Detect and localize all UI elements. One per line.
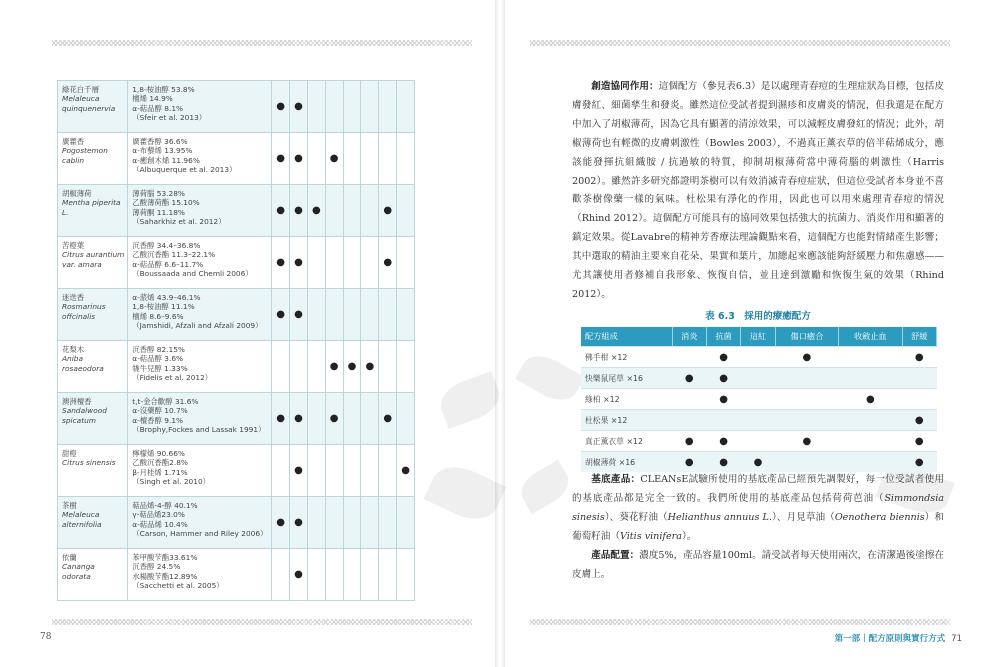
formula-mark-cell: ●	[672, 452, 706, 473]
herb-composition-cell	[128, 497, 272, 549]
property-mark-cell	[307, 289, 325, 341]
property-mark-cell	[307, 81, 325, 133]
property-mark-cell	[325, 497, 343, 549]
herb-chinese-name: 廣藿香	[62, 137, 85, 146]
property-mark-cell: ●	[379, 185, 397, 237]
essential-oil-table	[57, 80, 415, 601]
synergy-paragraph: 這個配方（參見表6.3）是以處理青春痘的生理症狀為目標，包括皮膚發紅、細菌孳生和發炎。雖然這位受試者提到濕疹和皮膚炎的情況，但我還是在配方中加入了胡椒薄荷，因為它具有顯著的清涼效果，可以減輕皮膚發紅的情況；此外，胡椒薄荷也有輕微的皮膚刺激性（Bowles 2003），不過真正薰衣草的倍半萜烯成分，應該能發揮抗組織胺 / 抗過敏的特質，抑制胡椒薄荷當中薄荷腦的刺激性（Harris 2002）。雖然許多研究都證明茶樹可以有效消滅青春痘症狀，但這位受試者本身並不喜歡茶樹像藥一樣的氣味。杜松果有淨化的作用，因此也可以用來處理青春痘的情況（Rhind 2012）。這個配方可能具有的協同效果包括強大的抗菌力、消炎作用和顯著的鎮定效果。從Lavabre的精神芳香療法理論觀點來看，這個配方也能對情緒產生影響；其中選取的精油主要來自花朵、果實和葉片，加總起來應該能夠舒緩壓力和焦慮感——尤其讓使用者修補自我形象、恢復自信，並且達到激勵和恢復生氣的效果（Rhind 2012）。	[572, 81, 944, 300]
composition-line: （Carson, Hammer and Riley 2006）	[132, 529, 268, 539]
paragraph-text: ）和葡萄籽油（	[572, 512, 945, 542]
property-mark-cell	[307, 133, 325, 185]
composition-line: 水楊酸苄酯12.89%	[132, 571, 198, 581]
formula-oil-name: 杜松果 ×12	[581, 410, 672, 431]
paragraph-text: CLEANsE試驗所使用的基底產品已經預先調製好，每一位受試者使用的基底產品都是完全一致的。我們所使用的基底產品包括荷荷芭油（	[572, 474, 944, 504]
property-mark-cell: ●	[272, 393, 290, 445]
formula-mark-cell: ●	[902, 410, 936, 431]
herb-name-cell	[58, 81, 128, 133]
composition-line: 乙酸沉香酯 11.3–22.1%	[132, 250, 216, 260]
property-mark-cell	[361, 393, 379, 445]
herb-name-cell	[58, 133, 128, 185]
formula-mark-cell	[706, 410, 740, 431]
formula-column-header: 這紅	[741, 327, 775, 347]
base-product-lead: 基底產品：	[591, 474, 641, 485]
formula-mark-cell	[839, 368, 902, 389]
formula-mark-cell	[672, 347, 706, 368]
property-mark-cell: ●	[290, 497, 308, 549]
herb-name-cell	[58, 341, 128, 393]
herb-row	[58, 289, 415, 341]
formula-mark-cell	[775, 368, 838, 389]
synergy-lead: 創造協同作用：	[591, 81, 659, 92]
composition-line: （Albuquerque et al. 2013）	[132, 165, 237, 175]
herb-composition-cell	[128, 81, 272, 133]
property-mark-cell	[379, 549, 397, 601]
herb-name-cell	[58, 237, 128, 289]
formula-mark-cell	[839, 452, 902, 473]
property-mark-cell	[343, 289, 361, 341]
property-mark-cell	[307, 393, 325, 445]
property-mark-cell	[343, 237, 361, 289]
composition-line: γ-萜品烯23.0%	[132, 510, 185, 520]
property-mark-cell: ●	[325, 341, 343, 393]
property-mark-cell: ●	[290, 393, 308, 445]
composition-line: α-萜品醇 8.1%	[132, 103, 184, 113]
property-mark-cell: ●	[290, 185, 308, 237]
property-mark-cell	[343, 549, 361, 601]
herb-latin-name: L.	[62, 207, 69, 217]
property-mark-cell	[397, 393, 415, 445]
composition-line: （Fidelis et al. 2012）	[132, 373, 213, 383]
herb-chinese-name: 花梨木	[62, 345, 85, 354]
property-mark-cell	[272, 445, 290, 497]
formula-mark-cell: ●	[839, 389, 902, 410]
property-mark-cell	[397, 289, 415, 341]
herb-latin-name: var. amara	[62, 259, 102, 269]
property-mark-cell	[397, 341, 415, 393]
property-mark-cell	[361, 549, 379, 601]
property-mark-cell: ●	[272, 81, 290, 133]
formula-column-header: 傷口癒合	[775, 327, 838, 347]
paragraph-text: ）。	[681, 531, 697, 542]
composition-line: （Saharkhiz et al. 2012）	[132, 217, 226, 227]
property-mark-cell	[397, 185, 415, 237]
herb-composition-cell	[128, 445, 272, 497]
formula-mark-cell: ●	[902, 431, 936, 452]
composition-line: 苯甲酸苄酯33.61%	[132, 553, 198, 562]
body-text	[572, 78, 944, 305]
composition-line: 萜品烯-4-醇 40.1%	[132, 501, 198, 510]
composition-line: α-萜品醇 6.6–11.7%	[132, 259, 204, 269]
latin-name: Vitis vinifera	[619, 531, 682, 542]
property-mark-cell	[343, 393, 361, 445]
composition-line: 檀烯 8.6–9.6%	[132, 311, 184, 321]
composition-line: α-萜品醇 3.6%	[132, 354, 184, 364]
product-config-lead: 產品配置：	[591, 550, 640, 561]
property-mark-cell	[397, 497, 415, 549]
composition-line: α-蒎烯 43.9–46.1%	[132, 293, 201, 302]
formula-mark-cell	[741, 431, 775, 452]
formula-oil-name: 真正薰衣草 ×12	[581, 431, 672, 452]
property-mark-cell	[307, 341, 325, 393]
formula-mark-cell	[839, 431, 902, 452]
herb-latin-name: Aniba	[62, 354, 84, 364]
decorative-border-bottom-left	[52, 619, 472, 625]
latin-name: Oenothera biennis	[834, 512, 925, 523]
herb-chinese-name: 綠花白千層	[62, 85, 99, 94]
property-mark-cell	[307, 237, 325, 289]
property-mark-cell	[343, 81, 361, 133]
herb-latin-name: Mentha piperita	[62, 198, 121, 208]
composition-line: α-萜品烯 10.4%	[132, 519, 188, 529]
property-mark-cell: ●	[290, 81, 308, 133]
herb-latin-name: Citrus aurantium	[62, 250, 125, 260]
property-mark-cell	[397, 549, 415, 601]
herb-chinese-name: 茶樹	[62, 501, 77, 510]
composition-line: 沉香醇 34.4–36.8%	[132, 241, 201, 250]
herb-chinese-name: 苦橙葉	[62, 241, 85, 250]
herb-latin-name: Melaleuca	[62, 94, 100, 104]
herb-name-cell	[58, 185, 128, 237]
herb-latin-name: quinquenervia	[62, 103, 116, 113]
formula-oil-name: 快樂鼠尾草 ×16	[581, 368, 672, 389]
composition-line: α-沒藥醇 10.7%	[132, 406, 188, 416]
formula-mark-cell: ●	[775, 431, 838, 452]
formula-row	[581, 410, 937, 431]
formula-mark-cell	[741, 410, 775, 431]
herb-composition-cell	[128, 185, 272, 237]
decorative-border-top-left	[52, 40, 472, 46]
composition-line: α-布藜烯 13.95%	[132, 146, 193, 156]
composition-line: （Jamshidi, Afzali and Afzali 2009）	[132, 321, 263, 331]
property-mark-cell	[307, 497, 325, 549]
formula-mark-cell	[902, 368, 936, 389]
property-mark-cell: ●	[290, 237, 308, 289]
formula-mark-cell: ●	[706, 368, 740, 389]
formula-oil-name: 綠柏 ×12	[581, 389, 672, 410]
formula-mark-cell	[741, 389, 775, 410]
property-mark-cell	[379, 497, 397, 549]
formula-mark-cell: ●	[741, 452, 775, 473]
herb-latin-name: alternifolia	[62, 519, 102, 529]
property-mark-cell	[361, 133, 379, 185]
property-mark-cell	[397, 81, 415, 133]
herb-row	[58, 81, 415, 133]
property-mark-cell: ●	[290, 289, 308, 341]
property-mark-cell	[397, 133, 415, 185]
herb-latin-name: Melaleuca	[62, 510, 100, 520]
herb-latin-name: Cananga	[62, 562, 95, 572]
formula-mark-cell	[741, 368, 775, 389]
property-mark-cell	[361, 237, 379, 289]
property-mark-cell	[343, 133, 361, 185]
herb-latin-name: rosaeodora	[62, 363, 104, 373]
herb-row	[58, 393, 415, 445]
property-mark-cell	[325, 81, 343, 133]
herb-row	[58, 341, 415, 393]
formula-mark-cell: ●	[706, 452, 740, 473]
property-mark-cell	[325, 289, 343, 341]
formula-mark-cell	[672, 389, 706, 410]
property-mark-cell: ●	[290, 133, 308, 185]
property-mark-cell	[361, 81, 379, 133]
composition-line: α-癒創木烯 11.96%	[132, 155, 200, 165]
footer-section-title: 第一部｜配方原則與實行方式	[834, 634, 946, 644]
formula-mark-cell	[672, 410, 706, 431]
formula-mark-cell: ●	[706, 431, 740, 452]
herb-latin-name: odorata	[62, 571, 91, 581]
formula-mark-cell: ●	[706, 347, 740, 368]
composition-line: α-檀香醇 9.1%	[132, 415, 184, 425]
property-mark-cell: ●	[272, 133, 290, 185]
composition-line: （Brophy,Fockes and Lassak 1991）	[132, 425, 266, 435]
herb-row	[58, 445, 415, 497]
property-mark-cell: ●	[379, 393, 397, 445]
composition-line: 沉香醇 24.5%	[132, 562, 181, 572]
property-mark-cell	[343, 445, 361, 497]
property-mark-cell	[361, 185, 379, 237]
decorative-border-top-right	[530, 40, 950, 46]
property-mark-cell: ●	[290, 445, 308, 497]
herb-latin-name: Rosmarinus	[62, 302, 106, 312]
property-mark-cell	[379, 133, 397, 185]
property-mark-cell	[379, 289, 397, 341]
herb-composition-cell	[128, 289, 272, 341]
composition-line: （Singh et al. 2010）	[132, 477, 211, 487]
property-mark-cell: ●	[379, 237, 397, 289]
page-number-right: 71	[951, 634, 962, 644]
formula-oil-name: 胡椒薄荷 ×16	[581, 452, 672, 473]
property-mark-cell: ●	[397, 445, 415, 497]
herb-latin-name: Sandalwood	[62, 406, 107, 416]
property-mark-cell	[307, 445, 325, 497]
composition-line: 廣藿香醇 36.6%	[132, 137, 188, 146]
formula-mark-cell: ●	[902, 347, 936, 368]
herb-latin-name: offcinalis	[62, 311, 96, 321]
property-mark-cell	[361, 289, 379, 341]
body-text-2	[572, 470, 944, 584]
herb-latin-name: cablin	[62, 155, 85, 165]
herb-row	[58, 237, 415, 289]
herb-row	[58, 497, 415, 549]
property-mark-cell: ●	[272, 185, 290, 237]
property-mark-cell	[307, 549, 325, 601]
latin-name: Simmondsia sinesis	[572, 493, 944, 523]
property-mark-cell	[379, 341, 397, 393]
formula-column-header: 收斂止血	[839, 327, 902, 347]
composition-line: 沉香醇 82.15%	[132, 345, 185, 354]
property-mark-cell: ●	[307, 185, 325, 237]
herb-composition-cell	[128, 341, 272, 393]
property-mark-cell	[325, 237, 343, 289]
formula-mark-cell: ●	[706, 389, 740, 410]
property-mark-cell	[343, 185, 361, 237]
table-caption: 表 6.3 採用的療癒配方	[705, 311, 811, 322]
herb-composition-cell	[128, 393, 272, 445]
property-mark-cell	[325, 549, 343, 601]
formula-row	[581, 347, 937, 368]
composition-line: 檀烯 14.9%	[132, 94, 173, 104]
composition-line: 乙酸薄荷酯 15.10%	[132, 198, 200, 208]
herb-composition-cell	[128, 237, 272, 289]
property-mark-cell	[272, 341, 290, 393]
composition-line: β-月桂烯 1.71%	[132, 467, 188, 477]
herb-latin-name: Citrus sinensis	[62, 458, 116, 468]
herb-row	[58, 549, 415, 601]
property-mark-cell	[397, 237, 415, 289]
property-mark-cell	[361, 445, 379, 497]
formula-column-header: 抗菌	[706, 327, 740, 347]
composition-line: 牻牛兒醇 1.33%	[132, 363, 188, 373]
latin-name: Helianthus annuus L.	[667, 512, 772, 523]
formula-mark-cell	[902, 389, 936, 410]
property-mark-cell	[343, 497, 361, 549]
composition-line: 乙酸沉香酯2.8%	[132, 458, 188, 468]
formula-column-header: 配方組成	[581, 327, 672, 347]
herb-name-cell	[58, 445, 128, 497]
property-mark-cell	[272, 549, 290, 601]
property-mark-cell: ●	[343, 341, 361, 393]
formula-mark-cell	[775, 389, 838, 410]
paragraph-text: ）、月見草油（	[771, 512, 835, 523]
decorative-border-bottom-right	[530, 619, 950, 625]
formula-row	[581, 389, 937, 410]
composition-line: （Boussaada and Chemli 2006）	[132, 269, 253, 279]
product-config-paragraph: 濃度5%，產品容量100ml。請受試者每天使用兩次，在清潔過後塗擦在皮膚上。	[572, 550, 945, 580]
property-mark-cell	[379, 81, 397, 133]
composition-line: t,t-金合歡醇 31.6%	[132, 397, 199, 406]
property-mark-cell	[379, 445, 397, 497]
herb-chinese-name: 依蘭	[62, 553, 77, 562]
formula-row	[581, 452, 937, 473]
formula-mark-cell: ●	[672, 368, 706, 389]
formula-mark-cell	[741, 347, 775, 368]
property-mark-cell: ●	[361, 341, 379, 393]
herb-composition-cell	[128, 549, 272, 601]
paragraph-text: ）、葵花籽油（	[604, 512, 668, 523]
formula-row	[581, 368, 937, 389]
composition-line: 1,8-桉油醇 53.8%	[132, 85, 195, 94]
running-footer	[835, 632, 962, 644]
formula-mark-cell	[775, 452, 838, 473]
formula-oil-name: 佛手柑 ×12	[581, 347, 672, 368]
herb-chinese-name: 迷迭香	[62, 293, 85, 302]
formula-mark-cell	[839, 410, 902, 431]
composition-line: 薄荷酮 11.18%	[132, 207, 185, 217]
property-mark-cell	[361, 497, 379, 549]
property-mark-cell: ●	[272, 289, 290, 341]
herb-latin-name: Pogostemon	[62, 146, 108, 156]
composition-line: 檸檬烯 90.66%	[132, 449, 185, 458]
formula-mark-cell: ●	[902, 452, 936, 473]
composition-line: 薄荷腦 53.28%	[132, 189, 185, 198]
formula-mark-cell	[775, 410, 838, 431]
property-mark-cell	[325, 445, 343, 497]
herb-row	[58, 133, 415, 185]
composition-line: 1,8-桉油醇 11.1%	[132, 302, 195, 312]
property-mark-cell: ●	[290, 549, 308, 601]
herb-composition-cell	[128, 133, 272, 185]
property-mark-cell	[290, 341, 308, 393]
book-gutter	[495, 0, 505, 667]
property-mark-cell: ●	[272, 237, 290, 289]
formula-column-header: 舒緩	[902, 327, 936, 347]
formula-row	[581, 431, 937, 452]
herb-name-cell	[58, 289, 128, 341]
property-mark-cell: ●	[272, 497, 290, 549]
property-mark-cell	[325, 185, 343, 237]
formula-mark-cell: ●	[672, 431, 706, 452]
formula-mark-cell: ●	[775, 347, 838, 368]
composition-line: （Sfeir et al. 2013）	[132, 113, 207, 123]
herb-latin-name: spicatum	[62, 415, 96, 425]
page-number-left: 78	[40, 632, 52, 642]
formula-mark-cell	[839, 347, 902, 368]
herb-name-cell	[58, 549, 128, 601]
herb-name-cell	[58, 393, 128, 445]
composition-line: （Sacchetti et al. 2005）	[132, 581, 224, 591]
herb-row	[58, 185, 415, 237]
property-mark-cell: ●	[325, 133, 343, 185]
herb-name-cell	[58, 497, 128, 549]
property-mark-cell: ●	[325, 393, 343, 445]
formula-column-header: 消炎	[672, 327, 706, 347]
herb-chinese-name: 澳洲檀香	[62, 397, 92, 406]
formula-table	[581, 327, 937, 472]
herb-chinese-name: 甜橙	[62, 449, 77, 458]
herb-chinese-name: 胡椒薄荷	[62, 189, 92, 198]
